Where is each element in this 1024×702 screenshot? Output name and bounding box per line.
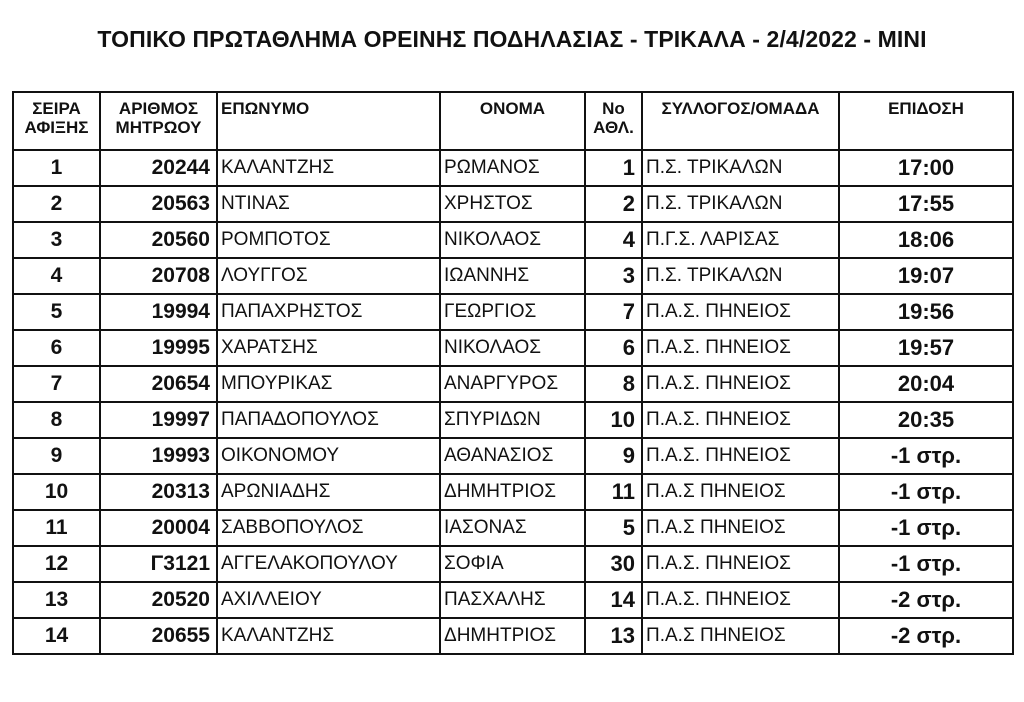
cell-name: ΙΩΑΝΝΗΣ (440, 258, 585, 294)
cell-rank: 6 (13, 330, 100, 366)
cell-license: 20560 (100, 222, 217, 258)
cell-name: ΠΑΣΧΑΛΗΣ (440, 582, 585, 618)
cell-surname: ΚΑΛΑΝΤΖΗΣ (217, 150, 440, 186)
cell-number: 7 (585, 294, 642, 330)
cell-name: ΝΙΚΟΛΑΟΣ (440, 330, 585, 366)
cell-club: Π.Α.Σ. ΠΗΝΕΙΟΣ (642, 294, 839, 330)
table-row (13, 294, 1013, 330)
table-row (13, 582, 1013, 618)
cell-club: Π.Α.Σ. ΠΗΝΕΙΟΣ (642, 402, 839, 438)
cell-surname: ΑΡΩΝΙΑΔΗΣ (217, 474, 440, 510)
cell-number: 13 (585, 618, 642, 654)
cell-rank: 10 (13, 474, 100, 510)
cell-performance: 19:56 (839, 294, 1013, 330)
table-row (13, 474, 1013, 510)
cell-rank: 7 (13, 366, 100, 402)
cell-rank: 9 (13, 438, 100, 474)
cell-surname: ΡΟΜΠΟΤΟΣ (217, 222, 440, 258)
cell-number: 9 (585, 438, 642, 474)
cell-name: ΑΝΑΡΓΥΡΟΣ (440, 366, 585, 402)
header-number-line-1: Νο (602, 99, 625, 118)
page-title: ΤΟΠΙΚΟ ΠΡΩΤΑΘΛΗΜΑ ΟΡΕΙΝΗΣ ΠΟΔΗΛΑΣΙΑΣ - ΤΡΙΚΑΛΑ - 2/4/2022 - MINI (97, 26, 927, 52)
cell-surname: ΑΓΓΕΛΑΚΟΠΟΥΛΟΥ (217, 546, 440, 582)
header-rank (13, 92, 100, 150)
cell-number: 6 (585, 330, 642, 366)
results-table (12, 91, 1014, 655)
cell-surname: ΛΟΥΓΓΟΣ (217, 258, 440, 294)
cell-performance: -1 στρ. (839, 510, 1013, 546)
cell-rank: 3 (13, 222, 100, 258)
cell-name: ΔΗΜΗΤΡΙΟΣ (440, 618, 585, 654)
header-club-line-1: ΣΥΛΛΟΓΟΣ/ΟΜΑΔΑ (661, 99, 820, 118)
cell-number: 10 (585, 402, 642, 438)
table-row (13, 150, 1013, 186)
cell-rank: 2 (13, 186, 100, 222)
cell-surname: ΟΙΚΟΝΟΜΟΥ (217, 438, 440, 474)
cell-license: 20244 (100, 150, 217, 186)
table-row (13, 618, 1013, 654)
cell-performance: -1 στρ. (839, 438, 1013, 474)
cell-performance: 18:06 (839, 222, 1013, 258)
header-number-line-2: ΑΘΛ. (593, 118, 634, 137)
cell-rank: 5 (13, 294, 100, 330)
table-row (13, 222, 1013, 258)
cell-club: Π.Α.Σ ΠΗΝΕΙΟΣ (642, 618, 839, 654)
cell-rank: 13 (13, 582, 100, 618)
cell-license: 19995 (100, 330, 217, 366)
cell-name: ΓΕΩΡΓΙΟΣ (440, 294, 585, 330)
cell-surname: ΜΠΟΥΡΙΚΑΣ (217, 366, 440, 402)
cell-name: ΑΘΑΝΑΣΙΟΣ (440, 438, 585, 474)
cell-performance: 17:55 (839, 186, 1013, 222)
cell-club: Π.Γ.Σ. ΛΑΡΙΣΑΣ (642, 222, 839, 258)
cell-surname: ΣΑΒΒΟΠΟΥΛΟΣ (217, 510, 440, 546)
cell-surname: ΝΤΙΝΑΣ (217, 186, 440, 222)
header-row (13, 92, 1013, 150)
cell-club: Π.Σ. ΤΡΙΚΑΛΩΝ (642, 258, 839, 294)
cell-license: 20708 (100, 258, 217, 294)
cell-number: 1 (585, 150, 642, 186)
cell-license: Γ3121 (100, 546, 217, 582)
cell-number: 4 (585, 222, 642, 258)
cell-performance: -2 στρ. (839, 582, 1013, 618)
cell-number: 30 (585, 546, 642, 582)
table-row (13, 258, 1013, 294)
table-row (13, 366, 1013, 402)
cell-name: ΙΑΣΟΝΑΣ (440, 510, 585, 546)
cell-performance: -2 στρ. (839, 618, 1013, 654)
cell-performance: -1 στρ. (839, 474, 1013, 510)
cell-number: 2 (585, 186, 642, 222)
header-name-line-1: ΟΝΟΜΑ (479, 99, 546, 118)
cell-rank: 14 (13, 618, 100, 654)
header-surname (217, 92, 440, 150)
cell-number: 5 (585, 510, 642, 546)
header-rank-line-1: ΣΕΙΡΑ (32, 99, 81, 118)
cell-name: ΡΩΜΑΝΟΣ (440, 150, 585, 186)
cell-performance: 17:00 (839, 150, 1013, 186)
header-license-line-2: ΜΗΤΡΩΟΥ (115, 118, 202, 137)
cell-surname: ΧΑΡΑΤΣΗΣ (217, 330, 440, 366)
cell-performance: -1 στρ. (839, 546, 1013, 582)
cell-rank: 4 (13, 258, 100, 294)
cell-license: 19993 (100, 438, 217, 474)
cell-name: ΧΡΗΣΤΟΣ (440, 186, 585, 222)
cell-license: 20654 (100, 366, 217, 402)
header-performance (839, 92, 1013, 150)
header-license (100, 92, 217, 150)
header-number (585, 92, 642, 150)
cell-name: ΣΠΥΡΙΔΩΝ (440, 402, 585, 438)
cell-club: Π.Σ. ΤΡΙΚΑΛΩΝ (642, 186, 839, 222)
header-name (440, 92, 585, 150)
cell-club: Π.Α.Σ. ΠΗΝΕΙΟΣ (642, 330, 839, 366)
cell-license: 20655 (100, 618, 217, 654)
header-surname-line-1: ΕΠΩΝΥΜΟ (221, 99, 310, 118)
cell-license: 19994 (100, 294, 217, 330)
table-row (13, 186, 1013, 222)
cell-club: Π.Α.Σ. ΠΗΝΕΙΟΣ (642, 546, 839, 582)
cell-club: Π.Α.Σ. ΠΗΝΕΙΟΣ (642, 366, 839, 402)
table-row (13, 510, 1013, 546)
cell-club: Π.Α.Σ. ΠΗΝΕΙΟΣ (642, 438, 839, 474)
header-license-line-1: ΑΡΙΘΜΟΣ (118, 99, 199, 118)
table-row (13, 546, 1013, 582)
cell-license: 19997 (100, 402, 217, 438)
header-rank-line-2: ΑΦΙΞΗΣ (24, 118, 89, 137)
cell-performance: 20:35 (839, 402, 1013, 438)
header-club (642, 92, 839, 150)
table-row (13, 402, 1013, 438)
cell-rank: 8 (13, 402, 100, 438)
cell-surname: ΚΑΛΑΝΤΖΗΣ (217, 618, 440, 654)
cell-name: ΔΗΜΗΤΡΙΟΣ (440, 474, 585, 510)
cell-rank: 12 (13, 546, 100, 582)
cell-surname: ΑΧΙΛΛΕΙΟΥ (217, 582, 440, 618)
cell-performance: 19:57 (839, 330, 1013, 366)
cell-name: ΣΟΦΙΑ (440, 546, 585, 582)
cell-club: Π.Σ. ΤΡΙΚΑΛΩΝ (642, 150, 839, 186)
header-performance-line-1: ΕΠΙΔΟΣΗ (888, 99, 964, 118)
table-row (13, 438, 1013, 474)
cell-number: 14 (585, 582, 642, 618)
cell-club: Π.Α.Σ. ΠΗΝΕΙΟΣ (642, 582, 839, 618)
cell-license: 20563 (100, 186, 217, 222)
cell-performance: 19:07 (839, 258, 1013, 294)
cell-name: ΝΙΚΟΛΑΟΣ (440, 222, 585, 258)
cell-rank: 11 (13, 510, 100, 546)
cell-surname: ΠΑΠΑΧΡΗΣΤΟΣ (217, 294, 440, 330)
cell-club: Π.Α.Σ ΠΗΝΕΙΟΣ (642, 474, 839, 510)
cell-license: 20313 (100, 474, 217, 510)
cell-license: 20520 (100, 582, 217, 618)
cell-performance: 20:04 (839, 366, 1013, 402)
cell-rank: 1 (13, 150, 100, 186)
cell-club: Π.Α.Σ ΠΗΝΕΙΟΣ (642, 510, 839, 546)
cell-surname: ΠΑΠΑΔΟΠΟΥΛΟΣ (217, 402, 440, 438)
cell-number: 8 (585, 366, 642, 402)
cell-number: 3 (585, 258, 642, 294)
table-row (13, 330, 1013, 366)
cell-number: 11 (585, 474, 642, 510)
cell-license: 20004 (100, 510, 217, 546)
